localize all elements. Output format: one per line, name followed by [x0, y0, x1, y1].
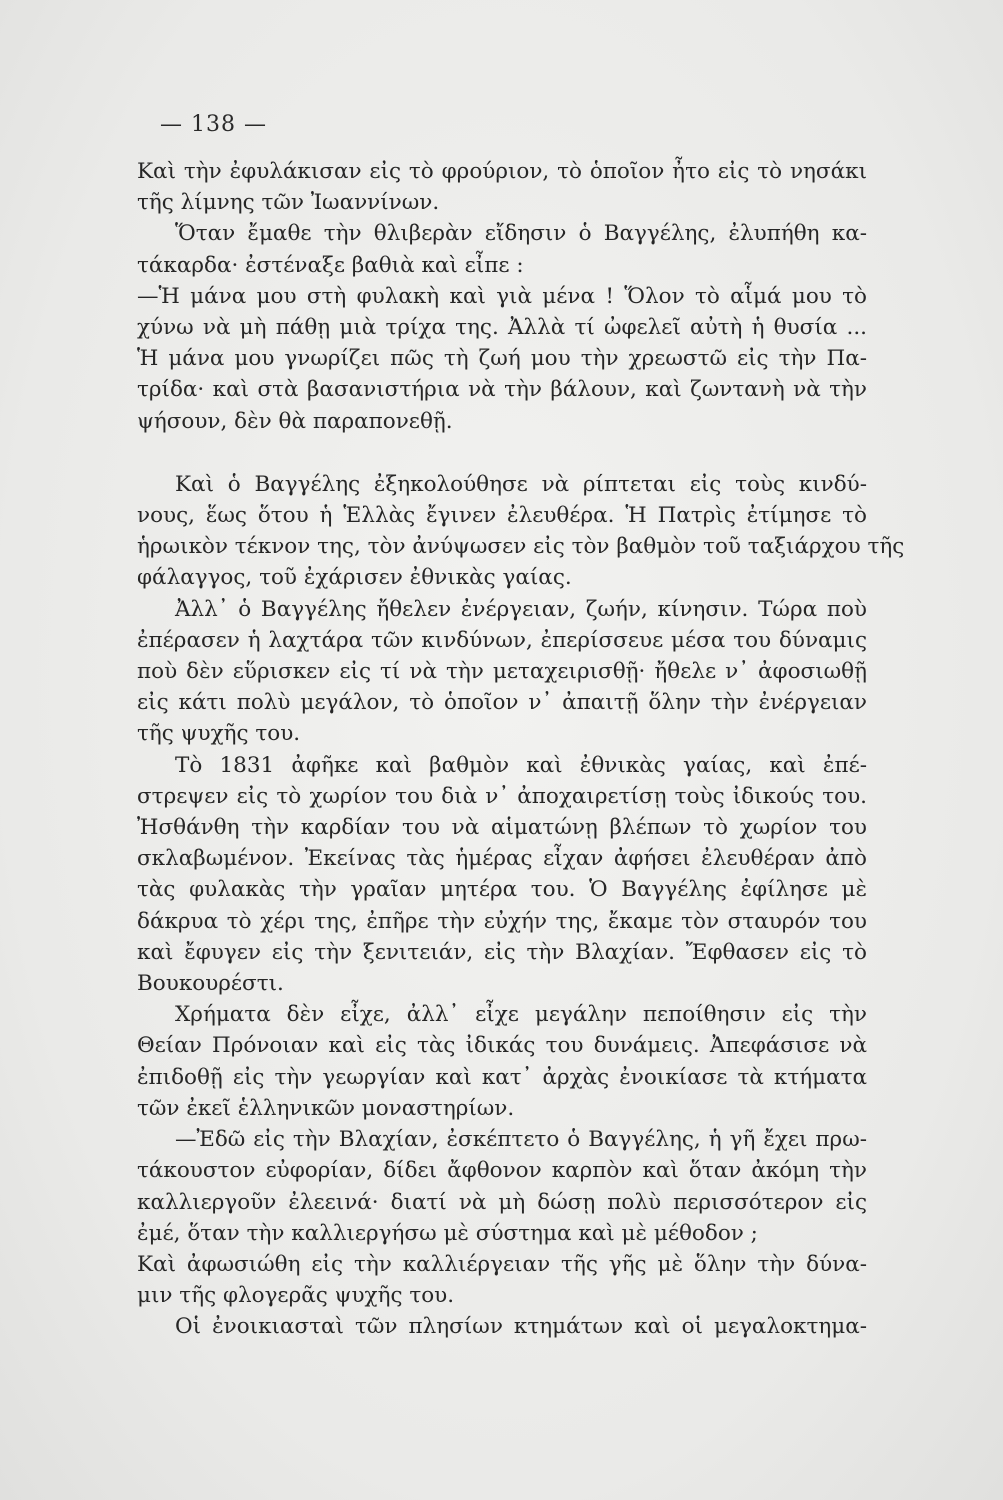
- text-line: σκλαβωμένον. Ἐκείνας τὰς ἡμέρας εἶχαν ἀφήσει ἐλευθέραν ἀπὸ: [137, 846, 867, 872]
- text-line: Οἱ ἐνοικιασταὶ τῶν πλησίων κτημάτων καὶ οἱ μεγαλοκτημα-: [175, 1314, 867, 1340]
- paragraph-gap: [137, 437, 867, 469]
- text-line: καὶ ἔφυγεν εἰς τὴν ξενιτειάν, εἰς τὴν Βλαχίαν. Ἔφθασεν εἰς τὸ: [137, 939, 867, 965]
- text-line: ἐπιδοθῇ εἰς τὴν γεωργίαν καὶ κατ᾽ ἀρχὰς ἐνοικίασε τὰ κτήματα: [137, 1064, 867, 1090]
- text-line: δάκρυα τὸ χέρι της, ἐπῆρε τὴν εὐχήν της, ἔκαμε τὸν σταυρόν του: [137, 908, 867, 934]
- text-line: τῶν ἐκεῖ ἑλληνικῶν μοναστηρίων.: [137, 1095, 515, 1121]
- text-line: στρεψεν εἰς τὸ χωρίον του διὰ ν᾽ ἀποχαιρετίσῃ τοὺς ἰδικούς του.: [137, 783, 867, 809]
- text-line: Καὶ τὴν ἐφυλάκισαν εἰς τὸ φρούριον, τὸ ὁποῖον ἦτο εἰς τὸ νησάκι: [137, 159, 867, 184]
- text-line: ποὺ δὲν εὕρισκεν εἰς τί νὰ τὴν μεταχειρισθῇ· ἤθελε ν᾽ ἀφοσιωθῇ: [137, 659, 867, 685]
- text-line: φάλαγγος, τοῦ ἐχάρισεν ἐθνικὰς γαίας.: [137, 565, 572, 591]
- text-line: τὰς φυλακὰς τὴν γραῖαν μητέρα του. Ὁ Βαγγέλης ἐφίλησε μὲ: [137, 877, 867, 903]
- page-number: — 138 —: [160, 112, 267, 137]
- text-line: Καὶ ἀφωσιώθη εἰς τὴν καλλιέργειαν τῆς γῆς μὲ ὅλην τὴν δύνα-: [137, 1251, 867, 1277]
- text-line: χύνω νὰ μὴ πάθῃ μιὰ τρίχα της. Ἀλλὰ τί ὠφελεῖ αὐτὴ ἡ θυσία ...: [137, 315, 867, 341]
- text-line: μιν τῆς φλογερᾶς ψυχῆς του.: [137, 1283, 455, 1309]
- text-line: Ἀλλ᾽ ὁ Βαγγέλης ἤθελεν ἐνέργειαν, ζωήν, κίνησιν. Τώρα ποὺ: [175, 596, 867, 622]
- text-line: Χρήματα δὲν εἶχε, ἀλλ᾽ εἶχε μεγάλην πεποίθησιν εἰς τὴν: [175, 1002, 867, 1028]
- text-line: Θείαν Πρόνοιαν καὶ εἰς τὰς ἰδικάς του δυνάμεις. Ἀπεφάσισε νὰ: [137, 1033, 867, 1059]
- text-line: Ἡ μάνα μου γνωρίζει πῶς τὴ ζωή μου τὴν χρεωστῶ εἰς τὴν Πα-: [137, 346, 867, 372]
- text-line: εἰς κάτι πολὺ μεγάλον, τὸ ὁποῖον ν᾽ ἀπαιτῇ ὅλην τὴν ἐνέργειαν: [137, 690, 867, 716]
- text-line: Ὅταν ἔμαθε τὴν θλιβερὰν εἴδησιν ὁ Βαγγέλης, ἐλυπήθη κα-: [175, 221, 867, 247]
- text-line: τῆς ψυχῆς του.: [137, 721, 301, 747]
- text-line: Καὶ ὁ Βαγγέλης ἐξηκολούθησε νὰ ρίπτεται εἰς τοὺς κινδύ-: [175, 471, 867, 497]
- text-line: Βουκουρέστι.: [137, 971, 284, 997]
- text-line: τρίδα· καὶ στὰ βασανιστήρια νὰ τὴν βάλουν, καὶ ζωντανὴ νὰ τὴν: [137, 377, 867, 403]
- text-line: καλλιεργοῦν ἐλεεινά· διατί νὰ μὴ δώσῃ πολὺ περισσότερον εἰς: [137, 1189, 867, 1215]
- text-line: ψήσουν, δὲν θὰ παραπονεθῇ.: [137, 408, 453, 434]
- body-text: [137, 156, 905, 1343]
- text-line: τῆς λίμνης τῶν Ἰωαννίνων.: [137, 190, 440, 216]
- text-line: ἐμέ, ὅταν τὴν καλλιεργήσω μὲ σύστημα καὶ μὲ μέθοδον ;: [137, 1220, 758, 1246]
- text-line: ἡρωικὸν τέκνον της, τὸν ἀνύψωσεν εἰς τὸν βαθμὸν τοῦ ταξιάρχου τῆς: [137, 534, 905, 560]
- text-line: ἐπέρασεν ἡ λαχτάρα τῶν κινδύνων, ἐπερίσσευε μέσα του δύναμις: [137, 627, 867, 653]
- text-line: —Ἐδῶ εἰς τὴν Βλαχίαν, ἐσκέπτετο ὁ Βαγγέλης, ἡ γῆ ἔχει πρω-: [175, 1127, 867, 1153]
- text-line: Τὸ 1831 ἀφῆκε καὶ βαθμὸν καὶ ἐθνικὰς γαίας, καὶ ἐπέ-: [175, 752, 867, 778]
- text-line: νους, ἕως ὅτου ἡ Ἑλλὰς ἔγινεν ἐλευθέρα. Ἡ Πατρὶς ἐτίμησε τὸ: [137, 503, 867, 529]
- text-line: τάκαρδα· ἐστέναξε βαθιὰ καὶ εἶπε :: [137, 252, 524, 278]
- text-line: τάκουστον εὐφορίαν, δίδει ἄφθονον καρπὸν καὶ ὅταν ἀκόμη τὴν: [137, 1158, 867, 1184]
- text-line: Ἠσθάνθη τὴν καρδίαν του νὰ αἱματώνῃ βλέπων τὸ χωρίον του: [137, 815, 867, 841]
- text-line: —Ἡ μάνα μου στὴ φυλακὴ καὶ γιὰ μένα ! Ὅλον τὸ αἷμά μου τὸ: [137, 283, 867, 309]
